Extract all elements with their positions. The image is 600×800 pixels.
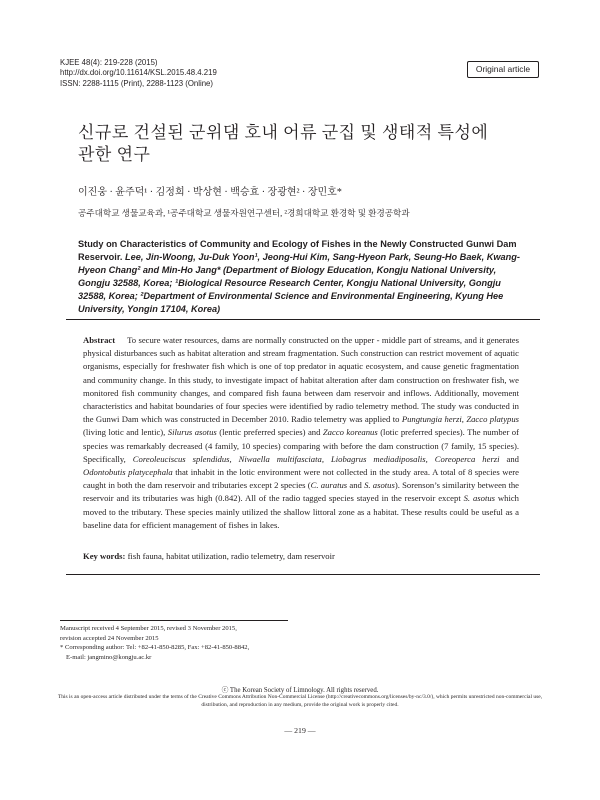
keywords-text: fish fauna, habitat utilization, radio telemetry, dam reservoir (127, 551, 335, 561)
footnote-rule (60, 620, 288, 621)
abstract-text: , (461, 414, 467, 425)
english-affiliations: (Department of Biology Education, Kongju National University, Gongju 32588, Korea; ¹Biological Resource Research Center, Kongju National University, Gongju 32588, Korea; ²Department of Environmental Science and Environmental Engineering, Kyung Hee University, Yongin 17104, Korea) (78, 264, 504, 314)
license-text: This is an open-access article distributed under the terms of the Creative Commons Attribution Non-Commercial License (http://creativecommons.org/licenses/by-nc/3.0/), which permits unrestricted non-commercial use, distribution, and reproduction in any medium, provide the original work is properly cited. (57, 694, 543, 708)
species-name: Pungtungia herzi (401, 414, 462, 425)
english-authors: Lee, Jin-Woong, Ju-Duk Yoon¹, Jeong-Hui Kim, Sang-Hyeon Park, Seung-Ho Baek, Kwang-Hyeon Chang² and Min-Ho Jang* (78, 251, 520, 275)
abstract-text: (living lotic and lentic), (83, 427, 168, 438)
species-name: C. auratus (310, 480, 348, 491)
page-number: — 219 — (284, 726, 316, 735)
keywords-label: Key words: (83, 551, 126, 561)
abstract-text: and (347, 480, 365, 491)
abstract-label: Abstract (83, 335, 116, 345)
corresponding-author-note: * Corresponding author: Tel: +82-41-850-8285, Fax: +82-41-850-8842, (60, 644, 250, 651)
abstract-text: (lotic preferred species). The number of species was remarkably decreased (4 family, 10 species) comparing with before the dam construction (7 family, 15 species). Specifically, (83, 427, 519, 464)
abstract-text: (lentic preferred species) and (216, 427, 323, 438)
korean-authors: 이진웅 · 윤주덕¹ · 김정희 · 박상현 · 백승효 · 장광현² · 장민호* (78, 187, 342, 198)
korean-title: 신규로 건설된 군위댐 호내 어류 군집 및 생태적 특성에 관한 연구 (78, 123, 489, 164)
species-name: Odontobutis platycephala (83, 467, 173, 478)
english-title: Study on Characteristics of Community and Ecology of Fishes in the Newly Constructed Gunwi Dam Reservoir. (78, 239, 517, 262)
abstract-top-rule (66, 319, 540, 320)
email-note[interactable]: E-mail: jangmino@kongju.ac.kr (66, 653, 152, 661)
species-name: S. asotus (463, 493, 496, 504)
english-title-block (78, 238, 530, 315)
accepted-note: revision accepted 24 November 2015 (60, 634, 159, 642)
manuscript-notes (60, 624, 249, 662)
korean-affiliations: 공주대학교 생물교육과, ¹공주대학교 생물자원연구센터, ²경희대학교 환경학 및 환경공학과 (78, 208, 410, 218)
abstract (83, 334, 519, 532)
species-name: Zacco koreanus (322, 427, 378, 438)
abstract-bottom-rule (66, 574, 540, 575)
abstract-text: To secure water resources, dams are normally constructed on the upper - middle part of streams, and it generates physical disturbances such as habitat alteration and stream fragmentation. Such construction can restrict movement of aquatic organisms, especially for freshwater fish which is one of top predator in aquatic ecosystem, and cause genetic fragmentation and community change. In this study, to investigate impact of habitat alteration after dam construction on freshwater fish, we monitored fish community changes, and compared fish fauna between dam reservoir and inflows. Additionally, movement characteristics and habitat boundaries of four species were identified by radio telemetry method. The study was conducted in the Gunwi Dam which was constructed in December 2010. Radio telemetry was applied to (83, 335, 519, 425)
species-name: Zacco platypus (466, 414, 520, 425)
citation-block (60, 58, 217, 89)
received-note: Manuscript received 4 September 2015, revised 3 November 2015, (60, 625, 237, 632)
species-name: Coreoleuciscus splendidus, Niwaella multifasciata, Liobagrus mediadiposalis, Coreoperca herzi (132, 453, 500, 464)
copyright-line: ⓒ The Korean Society of Limnology. All rights reserved. (221, 687, 379, 694)
abstract-text: and (499, 453, 519, 464)
species-name: Silurus asotus (167, 427, 217, 438)
keywords (83, 551, 519, 561)
abstract-text: which moved to the tributary. These species mainly utilized the shallow littoral zone as a habitat. These results could be useful as a baseline data for efficient management of fishes in lakes. (83, 493, 519, 530)
issn-line: ISSN: 2288-1115 (Print), 2288-1123 (Online) (60, 78, 213, 88)
article-type-badge: Original article (467, 61, 539, 78)
species-name: S. asotus (364, 480, 395, 491)
doi-link[interactable]: http://dx.doi.org/10.11614/KSL.2015.48.4.219 (60, 68, 217, 78)
abstract-text: that inhabit in the lotic environment were not collected in the study area. A total of 8 species were caught in both the dam reservoir and tributaries except 2 species ( (83, 467, 519, 491)
journal-citation: KJEE 48(4): 219-228 (2015) (60, 58, 158, 67)
abstract-text: ). Sorenson’s similarity between the reservoir and its tributaries was high (0.842). All of the radio tagged species stayed in the reservoir except (83, 480, 519, 504)
